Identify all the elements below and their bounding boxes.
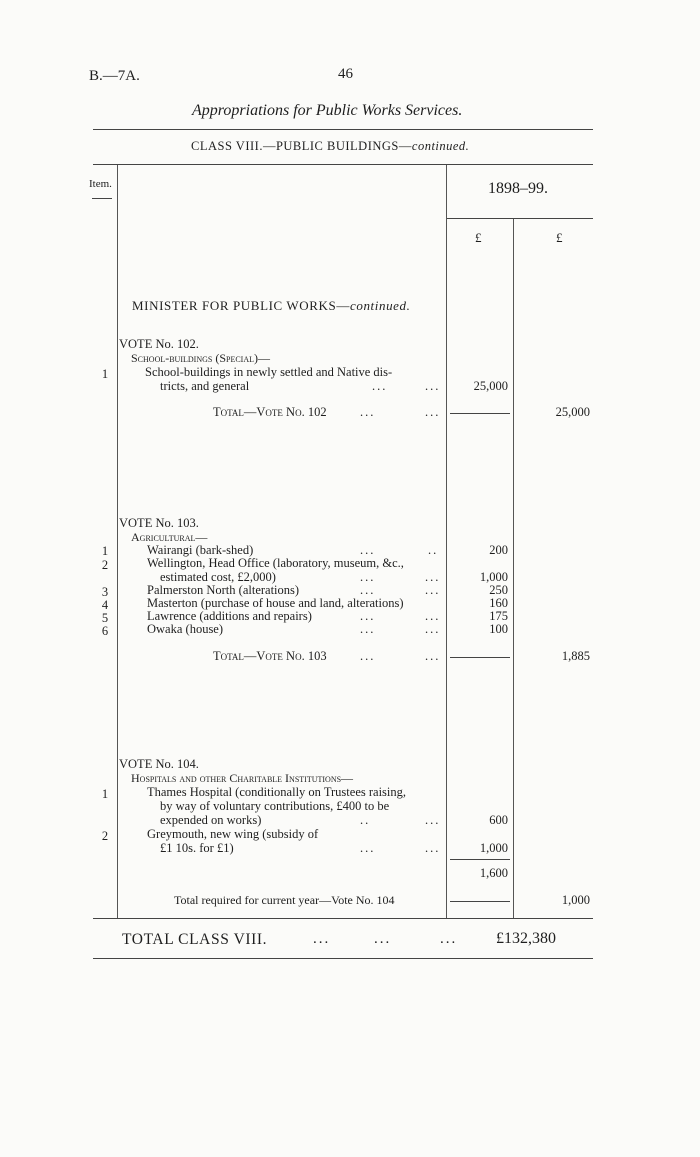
vote103-item-dots2: ... (425, 609, 441, 623)
vote104-item-line2: £1 10s. for £1) (160, 841, 234, 855)
vote102-item-dots2: ... (425, 379, 441, 393)
vote103-total-rule (450, 657, 510, 658)
vote104-subtotal-rule (450, 859, 510, 860)
vote104-item-dots2: ... (425, 841, 441, 855)
title-rule (93, 129, 593, 130)
vote102-item-amount: 25,000 (473, 379, 508, 393)
vote102-category: School-buildings (Special)— (131, 351, 270, 365)
vote104-item-line1: Thames Hospital (conditionally on Trustees raising, (147, 785, 407, 799)
vote104-item-amount: 1,000 (479, 841, 508, 855)
vote104-item-line2: by way of voluntary contributions, £400 to be (160, 799, 390, 813)
page-title: Appropriations for Public Works Services. (192, 102, 463, 119)
vote104-item-number: 2 (101, 829, 109, 843)
vote103-title: VOTE No. 103. (119, 516, 199, 530)
vote103-item-dots: ... (360, 622, 376, 636)
vote103-total-dots: ... (360, 649, 376, 663)
vote103-item-number: 1 (101, 544, 109, 558)
vote104-item-amount: 600 (489, 813, 508, 827)
currency-col2-header: £ (556, 230, 563, 245)
vote103-item-dots: ... (360, 543, 376, 557)
vote103-item-number: 4 (101, 598, 109, 612)
vote104-subtotal: 1,600 (479, 866, 508, 880)
vote104-item-line3: expended on works) (160, 813, 262, 827)
vote103-item-number: 3 (101, 585, 109, 599)
vote103-total-amount: 1,885 (561, 649, 590, 663)
vote103-total-label: Total—Vote No. 103 (213, 649, 327, 663)
table-top-rule (93, 164, 593, 165)
amount-divider-rule (513, 218, 514, 918)
item-header-underline (92, 198, 112, 199)
vote103-item-amount: 100 (489, 622, 508, 636)
vote103-total-dots2: ... (425, 649, 441, 663)
vote103-item-dots: ... (360, 583, 376, 597)
year-header: 1898–99. (488, 180, 548, 197)
vote103-item-dots: ... (360, 609, 376, 623)
vote103-item-amount: 160 (489, 596, 508, 610)
section-heading-text: MINISTER FOR PUBLIC WORKS— (132, 298, 350, 313)
vote103-item-amount: 175 (489, 609, 508, 623)
vote104-total-label: Total required for current year—Vote No. 104 (174, 893, 395, 907)
item-header: Item. (89, 178, 112, 190)
class-heading-continued: continued. (411, 139, 470, 153)
vote104-category: Hospitals and other Charitable Institutions— (131, 771, 354, 785)
grand-total-top-rule (93, 918, 593, 919)
vote104-item-dots2: ... (425, 813, 441, 827)
grand-total-dots: ... (374, 931, 392, 947)
currency-col1-header: £ (475, 230, 482, 245)
vote102-total-amount: 25,000 (555, 405, 590, 419)
vote103-category: Agricultural— (131, 530, 208, 544)
grand-total-dots: ... (440, 931, 458, 947)
vote104-item-line1: Greymouth, new wing (subsidy of (147, 827, 319, 841)
vote103-item-dots2: ... (425, 570, 441, 584)
vote103-item-text: Lawrence (additions and repairs) (147, 609, 312, 623)
vote103-item-amount: 250 (489, 583, 508, 597)
vote103-item-dots: ... (360, 570, 376, 584)
vote102-title: VOTE No. 102. (119, 337, 199, 351)
vote103-item-text: Owaka (house) (147, 622, 224, 636)
vote104-title: VOTE No. 104. (119, 757, 199, 771)
vote102-total-dots2: ... (425, 405, 441, 419)
vote104-item-dots: .. (360, 813, 371, 827)
vote102-item-number: 1 (101, 367, 109, 381)
vote104-item-dots: ... (360, 841, 376, 855)
vote103-item-dots2: ... (425, 583, 441, 597)
item-column-rule (117, 165, 118, 918)
grand-total-amount: £132,380 (496, 930, 556, 947)
grand-total-bottom-rule (93, 958, 593, 959)
vote103-item-amount: 200 (489, 543, 508, 557)
vote103-item-number: 2 (101, 558, 109, 572)
vote104-total-rule (450, 901, 510, 902)
page-number: 46 (338, 66, 353, 82)
vote104-total-amount: 1,000 (561, 893, 590, 907)
vote103-item-text: Wairangi (bark-shed) (147, 543, 254, 557)
vote103-item-number: 5 (101, 611, 109, 625)
class-heading (191, 139, 469, 154)
vote104-item-number: 1 (101, 787, 109, 801)
vote102-total-dots: ... (360, 405, 376, 419)
description-right-rule (446, 165, 447, 918)
vote102-item-dots: ... (372, 379, 388, 393)
class-heading-text: CLASS VIII.—PUBLIC BUILDINGS— (191, 139, 412, 153)
page-code: B.—7A. (89, 68, 140, 84)
vote103-item-text: Palmerston North (alterations) (147, 583, 300, 597)
section-heading-continued: continued. (349, 298, 411, 313)
vote102-total-rule (450, 413, 510, 414)
vote102-item-line2: tricts, and general (160, 379, 250, 393)
grand-total-dots: ... (313, 931, 331, 947)
vote103-item-number: 6 (101, 624, 109, 638)
vote103-item-dots2: .. (428, 543, 439, 557)
vote103-item-text: Masterton (purchase of house and land, alterations) (147, 596, 404, 610)
vote103-item-text-cont: estimated cost, £2,000) (160, 570, 276, 584)
vote103-item-amount: 1,000 (479, 570, 508, 584)
vote102-item-line1: School-buildings in newly settled and Native dis- (145, 365, 393, 379)
vote103-item-text: Wellington, Head Office (laboratory, museum, &c., (147, 556, 404, 570)
vote102-total-label: Total—Vote No. 102 (213, 405, 327, 419)
year-header-rule (447, 218, 593, 219)
section-heading (132, 298, 411, 314)
grand-total-label: TOTAL CLASS VIII. (122, 931, 268, 948)
vote103-item-dots2: ... (425, 622, 441, 636)
